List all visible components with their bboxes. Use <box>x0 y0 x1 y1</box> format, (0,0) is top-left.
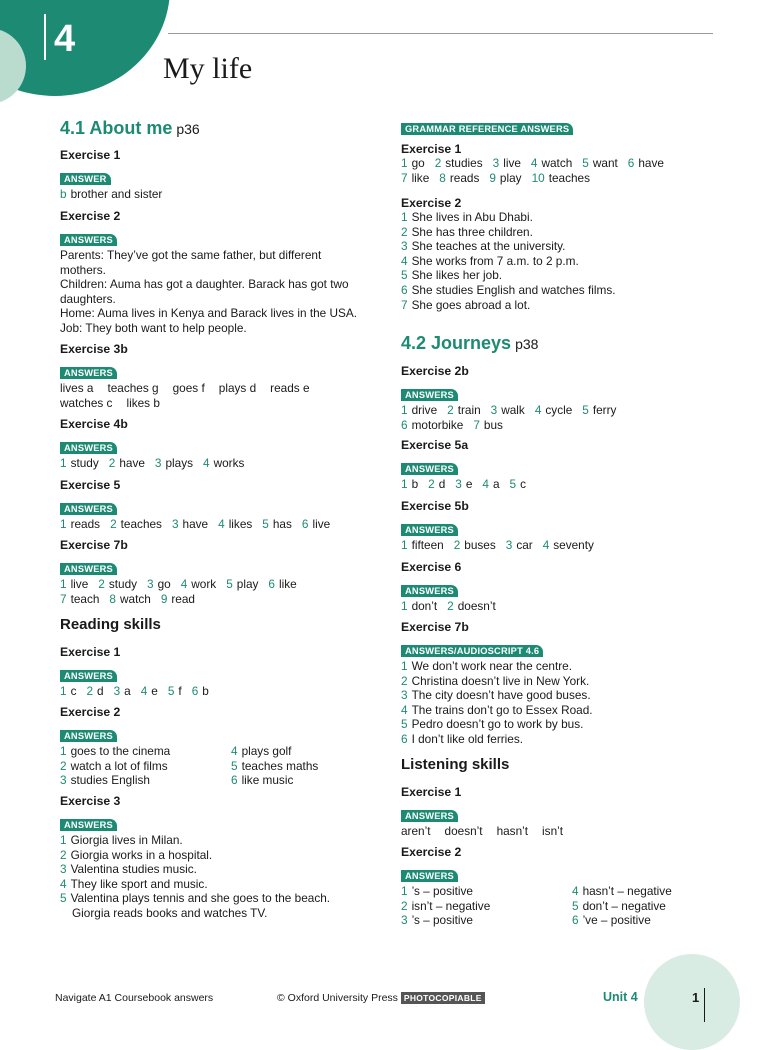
item-number: 3 <box>492 156 500 170</box>
item-number: 2 <box>447 599 454 613</box>
item-text: live <box>312 517 331 531</box>
item-text: reads <box>70 517 101 531</box>
item-number: 8 <box>439 170 446 185</box>
item-number: 4 <box>231 744 238 758</box>
answers-badge: ANSWERS <box>401 870 458 882</box>
answer-letter: b <box>60 187 67 201</box>
footer-course-name: Navigate A1 Coursebook answers <box>55 992 214 1004</box>
item-text: motorbike <box>411 417 464 432</box>
item-text: seventy <box>553 538 594 552</box>
item-number: 3 <box>154 456 162 470</box>
item-text: a <box>124 684 131 698</box>
item-number: 9 <box>160 591 168 606</box>
item-number: 2 <box>86 684 94 698</box>
exercise-heading: Exercise 2b <box>401 364 469 378</box>
item-number: 2 <box>453 538 461 552</box>
item-number: 10 <box>531 170 545 185</box>
item-number: 1 <box>401 659 408 673</box>
item-text: Valentina plays tennis and she goes to the beach. <box>70 891 331 906</box>
answer-line: Children: Auma has got a daughter. Barack has got two daughters. <box>60 277 349 306</box>
item-number: 2 <box>434 156 442 170</box>
item-text: walk <box>501 403 525 417</box>
item-number: 5 <box>167 684 175 698</box>
reading-exercise-1 <box>60 645 219 699</box>
item-number: 3 <box>60 773 67 788</box>
exercise-1 <box>60 148 162 202</box>
item-number: 1 <box>60 684 67 698</box>
item-text: likes <box>228 517 253 531</box>
item-text: studies English <box>70 773 150 788</box>
exercise-heading: Exercise 5b <box>401 499 469 513</box>
item-text: d <box>438 477 446 491</box>
answer-item: goes f <box>172 381 205 395</box>
answers-badge: ANSWERS <box>60 730 117 742</box>
grammar-exercise-1 <box>401 142 674 185</box>
item-number: 1 <box>401 599 408 613</box>
item-text: Giorgia works in a hospital. <box>70 847 213 862</box>
item-continuation: Giorgia reads books and watches TV. <box>72 905 268 920</box>
answers-badge: ANSWERS <box>401 463 458 475</box>
item-number: 2 <box>108 456 116 470</box>
item-number: 3 <box>401 688 408 703</box>
section-page-ref: p36 <box>176 121 200 137</box>
item-number: 3 <box>505 538 513 552</box>
item-text: have <box>182 517 209 531</box>
item-text: fifteen <box>411 538 444 552</box>
item-number: 5 <box>262 517 269 531</box>
item-text: study <box>108 577 138 591</box>
item-text: teach <box>70 591 100 606</box>
item-text: drive <box>411 403 438 417</box>
answers-badge: ANSWERS <box>401 524 458 536</box>
item-number: 2 <box>110 517 117 531</box>
item-text: She likes her job. <box>411 268 503 283</box>
item-text: go <box>411 156 425 170</box>
unit-divider <box>44 14 46 60</box>
item-text: Pedro doesn’t go to work by bus. <box>411 717 584 732</box>
exercise-heading: Exercise 5 <box>60 478 121 492</box>
item-text: train <box>457 403 481 417</box>
item-text: car <box>516 538 533 552</box>
item-number: 4 <box>572 884 579 898</box>
footer-divider <box>704 988 705 1022</box>
exercise-7b <box>60 538 307 606</box>
item-text: don’t <box>411 599 438 613</box>
item-number: 3 <box>171 517 179 531</box>
item-text: b <box>202 684 209 698</box>
item-text: ferry <box>592 403 617 417</box>
exercise-heading: Exercise 3b <box>60 342 128 356</box>
item-number: 5 <box>231 758 238 773</box>
item-number: 8 <box>109 591 116 606</box>
item-number: 4 <box>534 403 542 417</box>
grammar-exercise-2 <box>401 196 616 312</box>
answer-line: Job: They both want to help people. <box>60 320 247 335</box>
item-text: reads <box>449 170 480 185</box>
item-text: goes to the cinema <box>70 744 171 758</box>
exercise-2 <box>60 209 360 336</box>
item-number: 5 <box>572 898 579 913</box>
item-text: doesn’t <box>457 599 496 613</box>
answers-badge: ANSWERS <box>60 819 117 831</box>
answers-badge: ANSWERS <box>60 442 117 454</box>
section-title: 4.2 Journeys <box>401 333 512 353</box>
item-text: b <box>411 477 419 491</box>
item-text: c <box>520 477 526 491</box>
answer-item: isn’t <box>542 824 564 838</box>
page-title: My life <box>163 52 253 85</box>
item-number: 3 <box>401 913 408 928</box>
exercise-5 <box>60 478 340 532</box>
item-number: 4 <box>218 517 225 531</box>
item-text: watch <box>119 591 151 606</box>
item-number: 2 <box>401 898 408 913</box>
exercise-heading: Exercise 7b <box>60 538 128 552</box>
section-heading-about-me <box>60 118 200 139</box>
item-number: 2 <box>401 224 408 239</box>
item-text: teaches <box>548 170 591 185</box>
item-number: 3 <box>147 577 154 591</box>
exercise-heading: Exercise 1 <box>401 785 462 799</box>
item-text: e <box>151 684 158 698</box>
answer-item: likes b <box>126 395 160 410</box>
item-number: 7 <box>401 170 408 185</box>
item-text: study <box>70 456 99 470</box>
item-text: go <box>157 577 171 591</box>
section-page-ref: p38 <box>515 336 539 352</box>
grammar-reference-badge: GRAMMAR REFERENCE ANSWERS <box>401 123 573 135</box>
item-number: 6 <box>231 773 238 788</box>
item-number: 5 <box>60 891 67 906</box>
photocopiable-badge: PHOTOCOPIABLE <box>401 992 485 1004</box>
item-number: 2 <box>447 403 454 417</box>
item-number: 3 <box>60 862 67 877</box>
item-text: a <box>492 477 500 491</box>
item-text: plays <box>165 456 194 470</box>
item-number: 1 <box>60 456 67 470</box>
item-text: cycle <box>545 403 573 417</box>
exercise-5a <box>401 438 536 492</box>
item-number: 3 <box>401 239 408 254</box>
item-number: 3 <box>113 684 121 698</box>
item-text: like music <box>241 773 294 788</box>
item-text: The city doesn’t have good buses. <box>411 688 591 703</box>
item-number: 6 <box>627 156 635 170</box>
item-text: have <box>638 156 664 170</box>
exercise-4b <box>60 417 254 471</box>
answer-line: Home: Auma lives in Kenya and Barack lives in the USA. <box>60 306 358 321</box>
page-number: 1 <box>692 990 700 1005</box>
item-text: have <box>119 456 145 470</box>
item-text: watch a lot of films <box>70 758 168 773</box>
item-text: play <box>236 577 259 591</box>
answer-item: doesn’t <box>444 824 483 838</box>
answers-badge: ANSWERS <box>401 389 458 401</box>
item-text: She teaches at the university. <box>411 239 566 254</box>
answer-item: teaches g <box>107 381 159 395</box>
item-text: She works from 7 a.m. to 2 p.m. <box>411 253 579 268</box>
top-rule <box>168 33 713 34</box>
item-number: 2 <box>60 847 67 862</box>
exercise-heading: Exercise 2 <box>401 196 462 210</box>
item-number: 1 <box>401 477 408 491</box>
item-number: 1 <box>60 577 67 591</box>
item-number: 9 <box>489 170 496 185</box>
reading-exercise-3 <box>60 794 370 921</box>
answers-badge: ANSWERS <box>401 585 458 597</box>
exercise-2b <box>401 364 626 432</box>
exercise-heading: Exercise 3 <box>60 794 121 808</box>
item-text: like <box>411 170 430 185</box>
item-text: hasn’t – negative <box>582 884 672 898</box>
exercise-7b-right <box>401 620 593 747</box>
item-text: ’ve – positive <box>582 913 651 928</box>
item-number: 6 <box>301 517 309 531</box>
item-text: works <box>213 456 245 470</box>
item-number: 1 <box>401 210 408 224</box>
item-number: 5 <box>401 717 408 732</box>
item-number: 1 <box>60 517 67 531</box>
answer-item: reads e <box>270 381 310 395</box>
answers-badge: ANSWERS <box>60 234 117 246</box>
item-text: We don’t work near the centre. <box>411 659 572 673</box>
item-text: She studies English and watches films. <box>411 282 616 297</box>
item-text: ’s – positive <box>411 913 473 928</box>
answers-badge: ANSWERS <box>60 563 117 575</box>
item-number: 4 <box>482 477 489 491</box>
answers-badge: ANSWERS <box>60 670 117 682</box>
item-text: want <box>592 156 618 170</box>
item-text: buses <box>464 538 496 552</box>
item-text: plays golf <box>241 744 292 758</box>
item-text: The trains don’t go to Essex Road. <box>411 702 593 717</box>
exercise-heading: Exercise 1 <box>401 142 462 156</box>
item-number: 7 <box>473 417 480 432</box>
reading-skills-heading: Reading skills <box>60 616 161 633</box>
exercise-5b <box>401 499 604 553</box>
item-number: 4 <box>401 702 408 717</box>
item-number: 1 <box>401 403 408 417</box>
footer-unit-label: Unit 4 <box>603 990 638 1004</box>
answer-item: aren’t <box>401 824 431 838</box>
item-text: don’t – negative <box>582 898 666 913</box>
item-number: 4 <box>401 253 408 268</box>
exercise-heading: Exercise 1 <box>60 645 121 659</box>
answer-item: hasn’t <box>496 824 529 838</box>
item-number: 4 <box>180 577 188 591</box>
item-number: 5 <box>401 268 408 283</box>
item-number: 2 <box>60 758 67 773</box>
reading-exercise-2 <box>60 705 360 788</box>
item-text: bus <box>483 417 503 432</box>
answer-line: Parents: They’ve got the same father, but different mothers. <box>60 248 322 277</box>
item-number: 5 <box>582 403 589 417</box>
exercise-6 <box>401 560 506 614</box>
item-number: 3 <box>455 477 462 491</box>
item-text: teaches maths <box>241 758 319 773</box>
listening-exercise-2 <box>401 845 721 928</box>
item-text: Valentina studies music. <box>70 862 197 877</box>
item-text: isn’t – negative <box>411 898 491 913</box>
item-text: d <box>97 684 104 698</box>
item-number: 6 <box>401 417 408 432</box>
answer-item: watches c <box>60 395 113 410</box>
answers-badge: ANSWERS <box>401 810 458 822</box>
item-number: 6 <box>401 731 408 746</box>
exercise-heading: Exercise 2 <box>60 705 121 719</box>
item-text: work <box>191 577 217 591</box>
listening-exercise-1 <box>401 785 577 839</box>
item-number: 1 <box>60 744 67 758</box>
item-text: She goes abroad a lot. <box>411 297 531 312</box>
item-text: Giorgia lives in Milan. <box>70 833 183 847</box>
item-number: 5 <box>509 477 517 491</box>
section-title: 4.1 About me <box>60 118 173 138</box>
item-text: f <box>178 684 182 698</box>
item-text: Christina doesn’t live in New York. <box>411 673 590 688</box>
item-number: 7 <box>401 297 408 312</box>
item-number: 6 <box>572 913 579 928</box>
item-text: ’s – positive <box>411 884 473 898</box>
item-text: live <box>503 156 521 170</box>
listening-skills-heading: Listening skills <box>401 756 510 773</box>
item-number: 6 <box>401 282 408 297</box>
exercise-heading: Exercise 4b <box>60 417 128 431</box>
exercise-heading: Exercise 2 <box>60 209 121 223</box>
item-number: 1 <box>401 884 408 898</box>
footer-publisher <box>277 992 485 1004</box>
answer-item: plays d <box>218 381 257 395</box>
item-number: 7 <box>60 591 67 606</box>
item-text: read <box>171 591 195 606</box>
item-text: has <box>272 517 292 531</box>
item-text: e <box>465 477 473 491</box>
item-number: 4 <box>542 538 550 552</box>
item-text: studies <box>445 156 483 170</box>
answers-badge: ANSWERS <box>60 503 117 515</box>
item-number: 4 <box>60 876 67 891</box>
item-text: teaches <box>120 517 162 531</box>
exercise-heading: Exercise 1 <box>60 148 121 162</box>
item-text: c <box>70 684 77 698</box>
item-number: 6 <box>268 577 275 591</box>
exercise-heading: Exercise 5a <box>401 438 469 452</box>
answers-badge: ANSWERS <box>60 367 117 379</box>
answer-text: brother and sister <box>70 187 163 201</box>
item-number: 2 <box>98 577 105 591</box>
exercise-heading: Exercise 2 <box>401 845 462 859</box>
header-shape <box>0 0 170 96</box>
section-heading-journeys <box>401 333 538 354</box>
item-number: 5 <box>582 156 589 170</box>
item-number: 1 <box>60 833 67 847</box>
item-number: 6 <box>191 684 199 698</box>
exercise-heading: Exercise 7b <box>401 620 469 634</box>
exercise-heading: Exercise 6 <box>401 560 462 574</box>
footer-copyright: © Oxford University Press <box>277 992 398 1004</box>
item-text: like <box>278 577 297 591</box>
item-number: 4 <box>530 156 538 170</box>
item-text: They like sport and music. <box>70 876 208 891</box>
item-number: 2 <box>428 477 435 491</box>
item-text: She has three children. <box>411 224 533 239</box>
exercise-3b <box>60 342 324 410</box>
item-text: She lives in Abu Dhabi. <box>411 210 533 224</box>
item-number: 4 <box>140 684 148 698</box>
item-number: 3 <box>490 403 498 417</box>
item-number: 4 <box>203 456 210 470</box>
item-text: I don’t like old ferries. <box>411 731 524 746</box>
answer-item: lives a <box>60 381 94 395</box>
answer-badge: ANSWER <box>60 173 111 185</box>
audioscript-badge: ANSWERS/AUDIOSCRIPT 4.6 <box>401 645 543 657</box>
item-text: watch <box>541 156 573 170</box>
item-number: 1 <box>401 538 408 552</box>
unit-number: 4 <box>54 18 76 60</box>
item-number: 1 <box>401 156 408 170</box>
item-text: play <box>499 170 522 185</box>
item-text: live <box>70 577 89 591</box>
item-number: 2 <box>401 673 408 688</box>
item-number: 5 <box>226 577 233 591</box>
